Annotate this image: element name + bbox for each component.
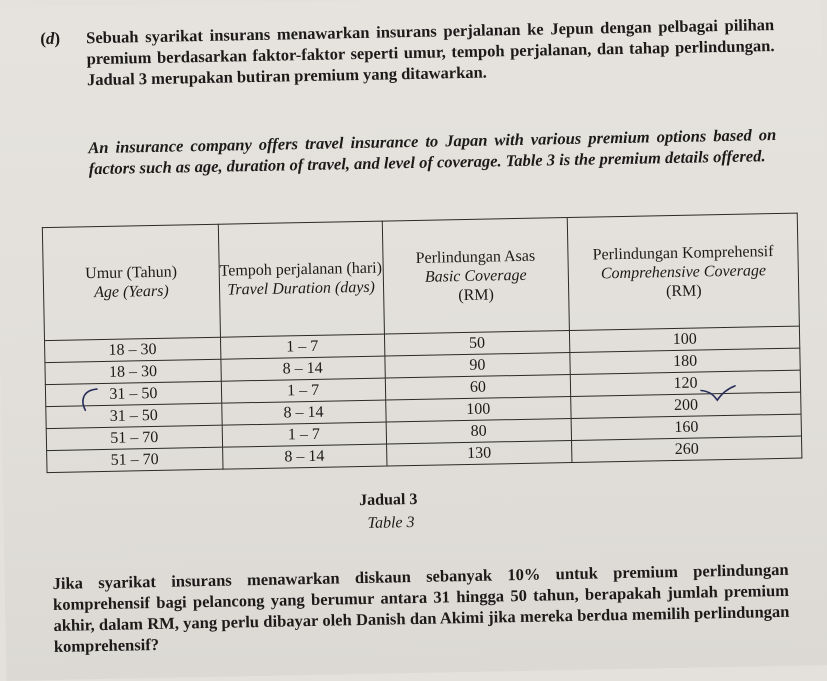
cell-age: 18 – 30 [45,337,221,362]
header-comprehensive-coverage: Perlindungan Komprehensif Comprehensive Coverage (RM) [568,213,800,330]
cell-comprehensive: 200 [571,392,801,418]
cell-comprehensive: 160 [571,414,801,440]
cell-age: 31 – 50 [46,403,222,428]
cell-basic: 80 [386,418,572,444]
header-age: Umur (Tahun) Age (Years) [42,224,220,340]
header-duration: Tempoh perjalanan (hari) Travel Duration (days) [218,221,384,337]
cell-duration: 8 – 14 [221,400,385,425]
cell-age: 31 – 50 [45,381,221,406]
question-malay-text: Sebuah syarikat insurans menawarkan insurans perjalanan ke Jepun dengan pelbagai pilihan premium berdasarkan faktor-faktor seperti umur, tempoh perjalanan, dan tahap perlindungan. Jadual 3 merupakan butiran premium yang ditawarkan. [86,15,775,90]
cell-basic: 50 [384,331,570,357]
table-caption-malay: Jadual 3 [358,490,418,510]
cell-age: 51 – 70 [47,447,223,472]
cell-duration: 1 – 7 [220,334,384,359]
cell-basic: 90 [384,352,570,378]
question-label: (d) [40,28,61,49]
follow-up-question-text: Jika syarikat insurans menawarkan diskaun sebanyak 10% untuk premium perlindungan komprehensif bagi pelancong yang berumur antara 31 hingga 50 tahun, berapakah jumlah premium akhir, dalam RM, yang perlu dibayar oleh Danish dan Akimi jika mereka berdua memilih perlindungan komprehensif? [52,559,790,656]
cell-basic: 100 [385,396,571,422]
cell-duration: 1 – 7 [221,378,385,403]
cell-comprehensive: 100 [570,326,800,352]
cell-comprehensive: 260 [572,436,802,462]
question-english-text: An insurance company offers travel insurance to Japan with various premium options based on factors such as age, duration of travel, and level of coverage. Table 3 is the premium details offered. [88,125,777,179]
cell-basic: 130 [386,440,572,466]
cell-basic: 60 [385,374,571,400]
cell-age: 18 – 30 [45,359,221,384]
cell-comprehensive: 120 [571,370,801,396]
cell-age: 51 – 70 [46,425,222,450]
header-basic-coverage: Perlindungan Asas Basic Coverage (RM) [382,218,570,335]
table-header-row [42,213,799,340]
cell-duration: 8 – 14 [221,356,385,381]
premium-table [42,213,803,473]
cell-duration: 8 – 14 [222,444,386,469]
table-caption-english: Table 3 [367,514,415,532]
cell-comprehensive: 180 [570,348,800,374]
cell-duration: 1 – 7 [222,422,386,447]
